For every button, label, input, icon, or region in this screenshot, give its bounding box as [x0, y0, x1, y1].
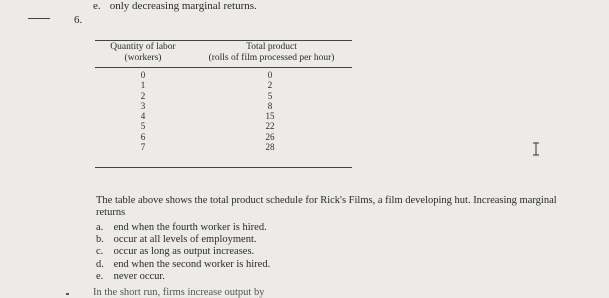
- cell-labor: 2: [140, 90, 146, 101]
- header-labor-line2: (workers): [124, 53, 162, 63]
- choice-text: end when the fourth worker is hired.: [113, 222, 267, 233]
- table-top-rule: [95, 40, 352, 41]
- cell-output: 15: [265, 111, 275, 122]
- choice-text: only decreasing marginal returns.: [109, 0, 257, 12]
- table-row: [95, 91, 352, 101]
- header-output-line2: (rolls of film processed per hour): [208, 53, 335, 63]
- table-header-rule: [95, 67, 352, 68]
- cell-labor: 0: [140, 70, 146, 80]
- answer-blank: [28, 18, 50, 19]
- choice-letter: a.: [96, 222, 104, 233]
- cell-output: 28: [265, 142, 275, 153]
- table-bottom-rule: [95, 167, 352, 168]
- prev-choice-e: [93, 0, 257, 12]
- choice-letter: c.: [96, 246, 104, 258]
- header-output-line1: Total product: [246, 42, 297, 52]
- cell-labor: 3: [140, 100, 146, 111]
- cell-labor: 7: [140, 142, 146, 153]
- table-row: [95, 142, 352, 152]
- table-row: [95, 70, 352, 80]
- table-body: [95, 70, 352, 152]
- answer-choices: [96, 222, 270, 283]
- choice-text: end when the second worker is hired.: [113, 258, 271, 270]
- choice-c[interactable]: [96, 246, 270, 258]
- table-row: [95, 132, 352, 142]
- choice-b[interactable]: [96, 234, 270, 246]
- choice-letter: b.: [96, 234, 104, 246]
- cell-output: 26: [265, 131, 275, 142]
- cell-labor: 1: [140, 80, 146, 91]
- choice-letter: e.: [93, 0, 101, 12]
- cell-labor: 6: [140, 131, 146, 142]
- next-question-partial: In the short run, firms increase output by: [93, 287, 265, 298]
- choice-letter: d.: [96, 258, 104, 270]
- choice-text: never occur.: [113, 270, 165, 282]
- choice-a[interactable]: [96, 222, 270, 234]
- next-question-marker: [66, 293, 69, 295]
- cell-labor: 4: [140, 111, 146, 122]
- header-output: [191, 42, 352, 64]
- text-cursor-icon: [531, 142, 541, 156]
- question-number: 6.: [74, 14, 83, 26]
- table-row: [95, 101, 352, 111]
- choice-e[interactable]: [96, 271, 270, 283]
- table-row: [95, 80, 352, 90]
- table-row: [95, 111, 352, 121]
- choice-text: occur as long as output increases.: [113, 246, 255, 258]
- header-labor-line1: Quantity of labor: [110, 42, 176, 52]
- cell-output: 0: [267, 70, 273, 80]
- cell-output: 2: [267, 80, 273, 91]
- choice-d[interactable]: [96, 259, 270, 271]
- cell-output: 8: [267, 100, 273, 111]
- cell-output: 22: [265, 121, 275, 132]
- choice-letter: e.: [96, 270, 104, 282]
- header-labor: [95, 42, 191, 64]
- question-stem: The table above shows the total product schedule for Rick's Films, a film developing hut. Increasing marginal returns: [96, 195, 557, 218]
- cell-labor: 5: [140, 121, 146, 132]
- choice-text: occur at all levels of employment.: [113, 234, 257, 246]
- cell-output: 5: [267, 90, 273, 101]
- table-row: [95, 121, 352, 131]
